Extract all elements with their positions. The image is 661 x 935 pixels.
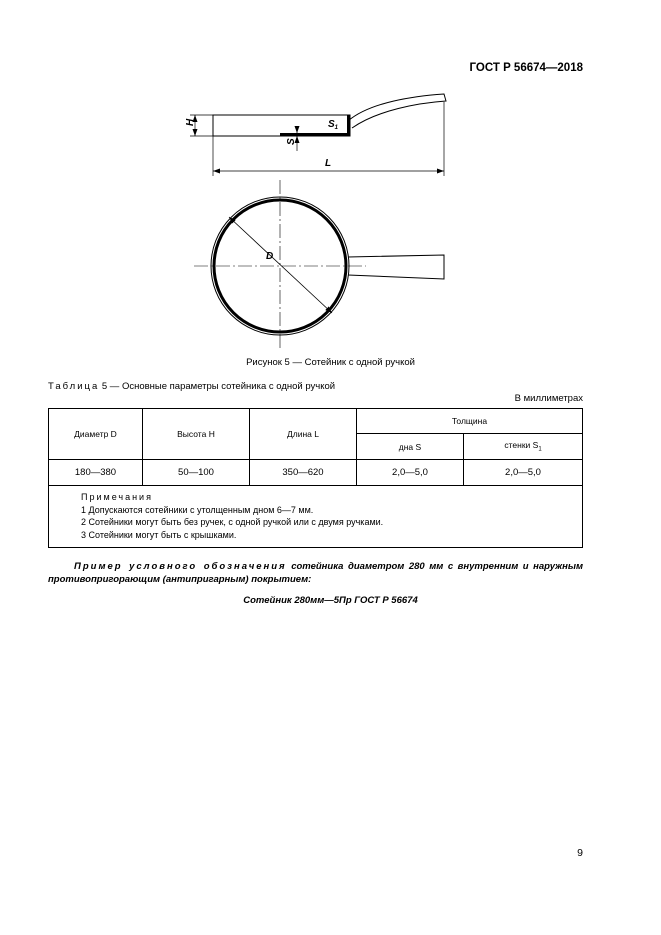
top-view bbox=[194, 180, 444, 350]
document-code: ГОСТ Р 56674—2018 bbox=[469, 62, 583, 74]
header-length: Длина L bbox=[250, 409, 357, 460]
label-l: L bbox=[325, 158, 332, 169]
cell-height: 50—100 bbox=[143, 460, 250, 486]
cell-diameter: 180—380 bbox=[49, 460, 143, 486]
example-paragraph: Пример условного обозначения сотейника диаметром 280 мм с внутренним и наружным противопригорающим (антипригарным) покрытием: bbox=[48, 561, 583, 585]
label-d: D bbox=[266, 251, 274, 262]
table-header-row bbox=[49, 409, 583, 434]
header-bottom: дна S bbox=[357, 434, 464, 460]
parameters-table bbox=[48, 408, 583, 548]
label-s1: $S_1$ bbox=[328, 119, 339, 131]
table-row bbox=[49, 460, 583, 486]
page-number: 9 bbox=[577, 847, 583, 859]
label-h: H bbox=[185, 118, 196, 126]
header-height: Высота H bbox=[143, 409, 250, 460]
side-view bbox=[190, 94, 446, 176]
cell-wall: 2,0—5,0 bbox=[464, 460, 583, 486]
notes-cell bbox=[49, 486, 583, 548]
cell-bottom: 2,0—5,0 bbox=[357, 460, 464, 486]
notes-title: Примечания bbox=[81, 492, 153, 502]
notes-row bbox=[49, 486, 583, 548]
header-diameter: Диаметр D bbox=[49, 409, 143, 460]
table-units: В миллиметрах bbox=[514, 393, 583, 404]
note-item: 2 Сотейники могут быть без ручек, с одной ручкой или с двумя ручками. bbox=[81, 517, 384, 527]
table-title: Таблица 5 — Основные параметры сотейника с одной ручкой bbox=[48, 381, 336, 392]
example-designation: Сотейник 280мм—5Пр ГОСТ Р 56674 bbox=[243, 595, 418, 606]
note-item: 1 Допускаются сотейники с утолщенным дном 6—7 мм. bbox=[81, 504, 314, 515]
note-item: 3 Сотейники могут быть с крышками. bbox=[81, 529, 237, 540]
header-thickness: Толщина bbox=[357, 409, 583, 434]
label-s: S bbox=[286, 138, 297, 145]
cell-length: 350—620 bbox=[250, 460, 357, 486]
figure-caption: Рисунок 5 — Сотейник с одной ручкой bbox=[246, 357, 415, 368]
header-wall: стенки $S_1$ bbox=[464, 434, 583, 460]
side-view-labels bbox=[185, 118, 339, 169]
figure-saute-pan bbox=[180, 88, 460, 350]
